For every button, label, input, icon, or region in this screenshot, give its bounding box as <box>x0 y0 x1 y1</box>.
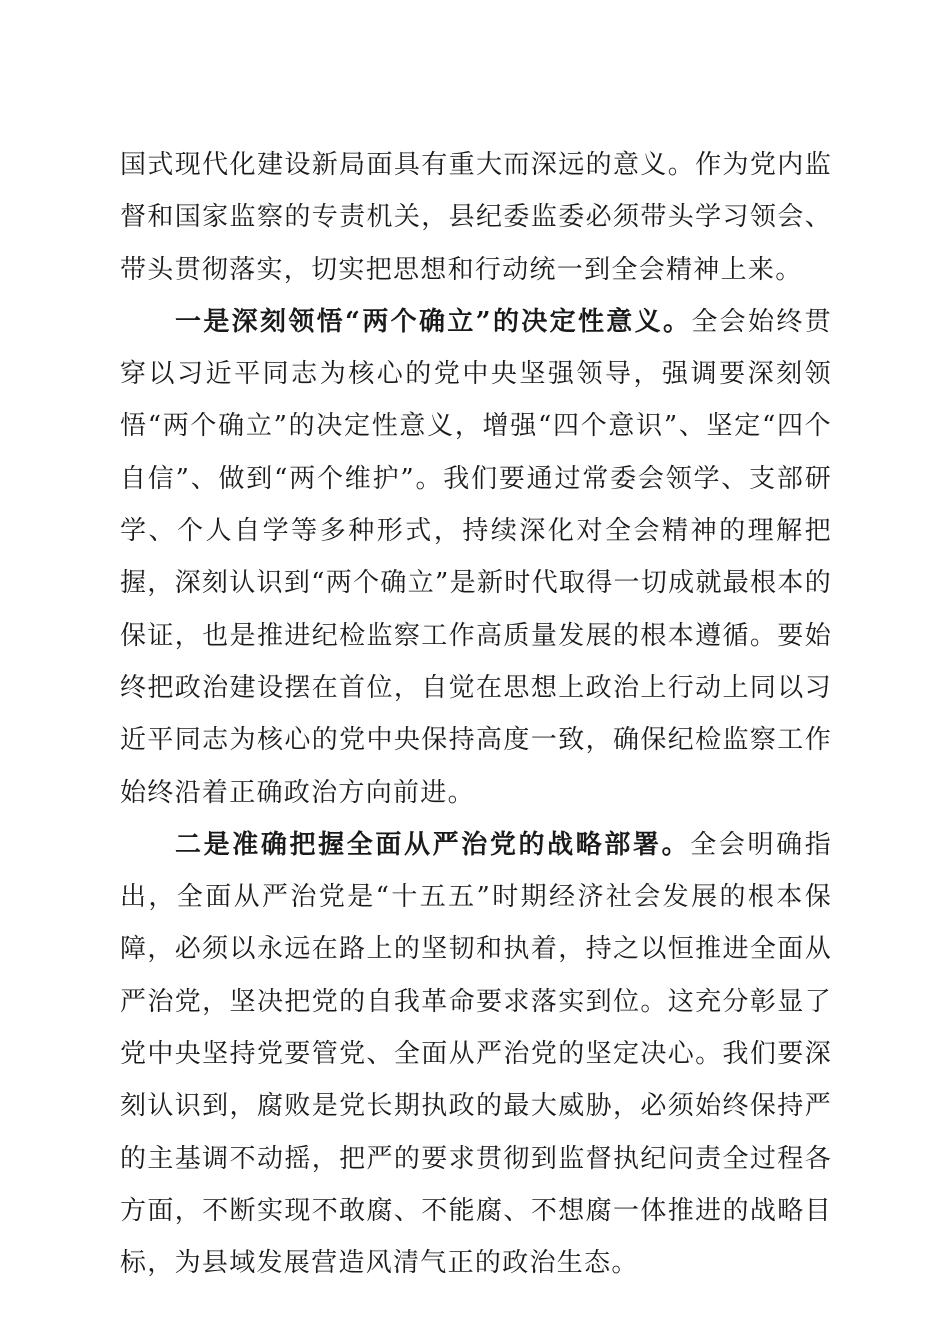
paragraph-heading: 二是准确把握全面从严治党的战略部署。 <box>175 829 691 860</box>
paragraph-point-two <box>120 819 832 1290</box>
paragraph-heading: 一是深刻领悟“两个确立”的决定性意义。 <box>175 306 692 337</box>
paragraph-continuation <box>120 139 832 296</box>
paragraph-point-one <box>120 296 832 819</box>
paragraph-text: 全会始终贯穿以习近平同志为核心的党中央坚强领导，强调要深刻领悟“两个确立”的决定性意义，增强“四个意识”、坚定“四个自信”、做到“两个维护”。我们要通过常委会领学、支部研学、个人自学等多种形式，持续深化对全会精神的理解把握，深刻认识到“两个确立”是新时代取得一切成就最根本的保证，也是推进纪检监察工作高质量发展的根本遵循。要始终把政治建设摆在首位，自觉在思想上政治上行动上同以习近平同志为核心的党中央保持高度一致，确保纪检监察工作始终沿着正确政治方向前进。 <box>120 306 832 808</box>
document-body <box>120 139 832 1290</box>
paragraph-text: 全会明确指出，全面从严治党是“十五五”时期经济社会发展的根本保障，必须以永远在路上的坚韧和执着，持之以恒推进全面从严治党，坚决把党的自我革命要求落实到位。这充分彰显了党中央坚持党要管党、全面从严治党的坚定决心。我们要深刻认识到，腐败是党长期执政的最大威胁，必须始终保持严的主基调不动摇，把严的要求贯彻到监督执纪问责全过程各方面，不断实现不敢腐、不能腐、不想腐一体推进的战略目标，为县域发展营造风清气正的政治生态。 <box>120 829 832 1279</box>
paragraph-text: 国式现代化建设新局面具有重大而深远的意义。作为党内监督和国家监察的专责机关，县纪委监委必须带头学习领会、带头贯彻落实，切实把思想和行动统一到全会精神上来。 <box>120 150 832 285</box>
